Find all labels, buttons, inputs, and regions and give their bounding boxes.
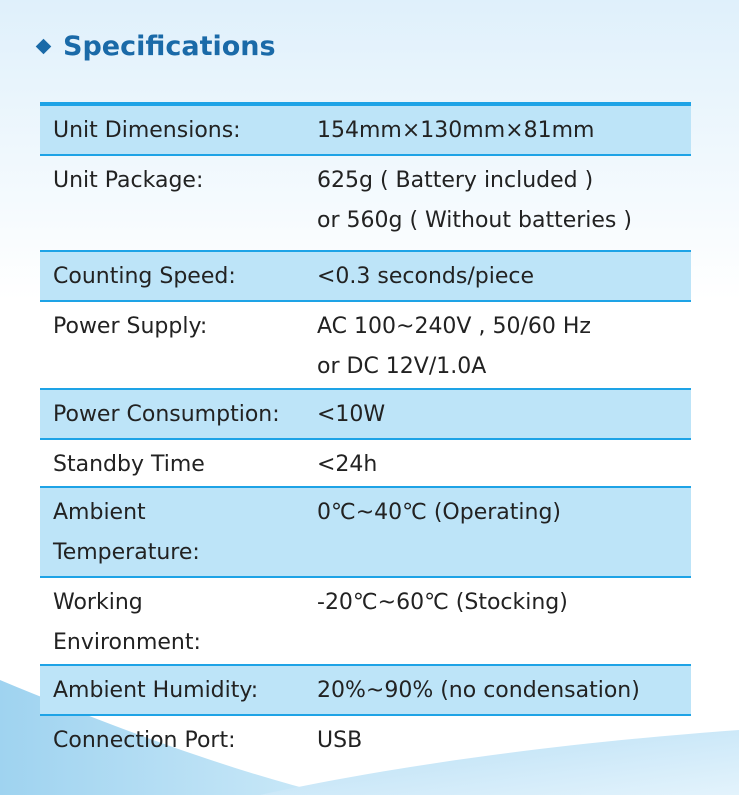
spec-value [317,445,691,485]
spec-row [40,666,691,716]
specifications-table [40,102,691,768]
spec-label [40,671,317,711]
spec-value-line: -20℃~60℃ (Stocking) [317,590,568,615]
spec-label-line: Power Supply: [53,314,208,339]
section-title [38,26,276,66]
spec-row [40,578,691,666]
spec-label-line: Environment: [53,630,201,655]
spec-label-line: Ambient [53,500,146,525]
spec-value-line: AC 100~240V , 50/60 Hz [317,314,591,339]
spec-row [40,390,691,440]
spec-row [40,440,691,488]
spec-label [40,111,317,151]
spec-row [40,716,691,768]
spec-value-line: 0℃~40℃ (Operating) [317,500,561,525]
spec-value-line: or 560g ( Without batteries ) [317,208,632,233]
spec-label-line: Working [53,590,143,615]
spec-value-line: 625g ( Battery included ) [317,168,594,193]
spec-value-line: 154mm×130mm×81mm [317,118,595,143]
spec-row [40,488,691,578]
diamond-icon [36,38,52,54]
spec-value [317,395,691,435]
spec-label-line: Unit Package: [53,168,204,193]
section-title-text: Specifications [63,30,276,62]
spec-label [40,445,317,485]
spec-row [40,106,691,156]
spec-label-line: Counting Speed: [53,264,236,289]
spec-label-line: Standby Time [53,452,205,477]
spec-label [40,257,317,297]
spec-label-line: Temperature: [53,540,200,565]
spec-value-line: <0.3 seconds/piece [317,264,534,289]
spec-value [317,493,691,533]
spec-label [40,161,317,201]
spec-value [317,161,691,241]
spec-row [40,252,691,302]
spec-label-line: Ambient Humidity: [53,678,259,703]
spec-value [317,257,691,297]
spec-label-line: Connection Port: [53,728,236,753]
spec-value-line: 20%~90% (no condensation) [317,678,640,703]
spec-label [40,395,317,435]
spec-value [317,307,691,387]
spec-value [317,583,691,623]
spec-value-line: <24h [317,452,378,477]
spec-value-line: or DC 12V/1.0A [317,354,487,379]
spec-row [40,302,691,390]
spec-row [40,156,691,252]
spec-label [40,583,317,663]
spec-value [317,111,691,151]
spec-value [317,671,691,711]
spec-label-line: Power Consumption: [53,402,280,427]
spec-label-line: Unit Dimensions: [53,118,241,143]
spec-label [40,721,317,761]
spec-label [40,307,317,347]
spec-value [317,721,691,761]
spec-value-line: <10W [317,402,386,427]
spec-label [40,493,317,573]
spec-value-line: USB [317,728,363,753]
